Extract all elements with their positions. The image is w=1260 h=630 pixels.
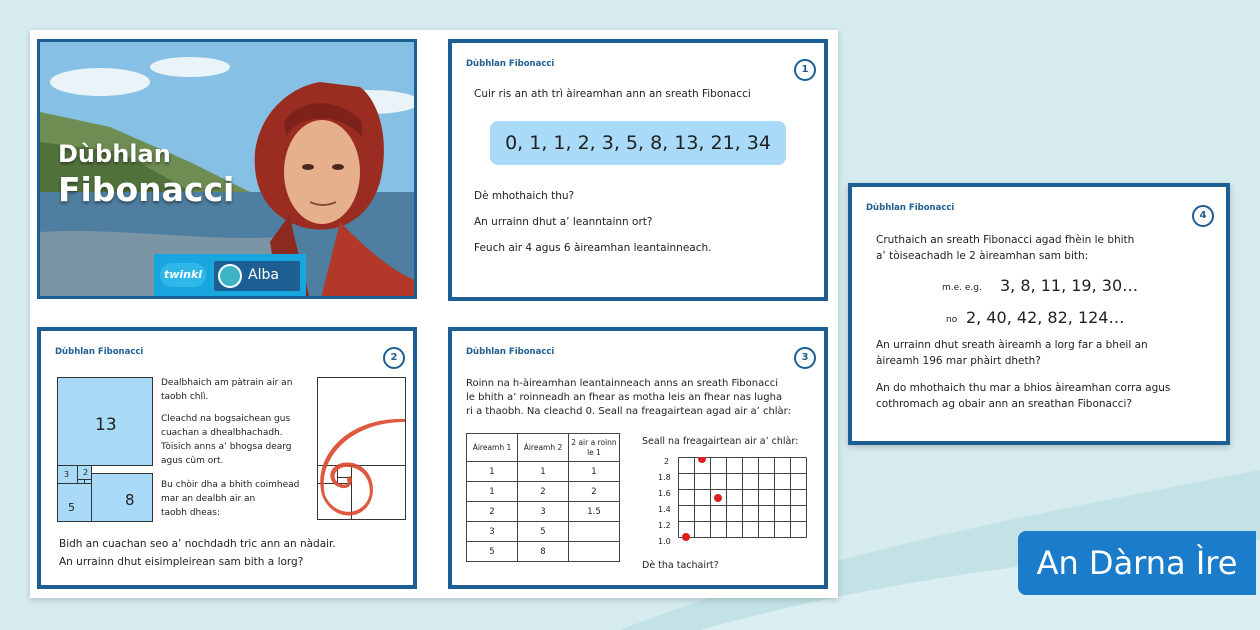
card4-text-3b: cothromach ag obair ann an sreathan Fibonacci? [876, 398, 1133, 410]
card4-text-2a: An urrainn dhut sreath àireamh a lorg far a bheil an [876, 339, 1148, 351]
table-header: Àireamh 2 [518, 434, 569, 462]
alba-wave-icon [218, 264, 242, 288]
card-number: 3 [794, 347, 816, 369]
or-sequence: 2, 40, 42, 82, 124… [966, 308, 1125, 327]
table-cell: 1 [467, 482, 518, 502]
card4-text-2b: àireamh 196 mar phàirt dheth? [876, 355, 1041, 367]
y-tick-label: 1.6 [658, 489, 671, 498]
card2-text-2c: Tòisich anns a’ bhogsa dearg [161, 442, 292, 452]
table-row [467, 482, 620, 502]
table-cell [569, 542, 620, 562]
alba-label: Alba [248, 267, 279, 283]
table-header: Àireamh 1 [467, 434, 518, 462]
table-cell: 1 [569, 462, 620, 482]
box-3-label: 3 [64, 470, 70, 479]
card-title: Dùbhlan Fibonacci [466, 347, 555, 357]
card3-question: Dè tha tachairt? [642, 560, 719, 571]
card3-intro-3: ri a thaobh. Na cleachd 0. Seall na freagairtean agad air a’ chlàr: [466, 406, 791, 417]
card-number: 2 [383, 347, 405, 369]
table-cell: 1 [518, 462, 569, 482]
card2-text-1a: Dealbhaich am pàtrain air an [161, 378, 293, 388]
card-title: Dùbhlan Fibonacci [866, 203, 955, 213]
table-cell: 5 [518, 522, 569, 542]
box-13-label: 13 [95, 415, 117, 435]
alba-logo [214, 261, 300, 291]
ratio-table [466, 433, 620, 562]
or-label: no [946, 315, 958, 325]
ratio-graph-grid [678, 457, 818, 541]
table-cell: 1.5 [569, 502, 620, 522]
table-header: 2 air a roinn le 1 [569, 434, 620, 462]
box-5-label: 5 [68, 501, 75, 514]
card2-text-1b: taobh chlì. [161, 392, 209, 402]
challenge-card-3 [448, 327, 828, 589]
box-8-label: 8 [125, 491, 135, 509]
card1-question-2: An urrainn dhut a’ leanntainn ort? [474, 216, 653, 228]
graph-title: Seall na freagairtean air a’ chlàr: [642, 436, 799, 447]
card4-text-1a: Cruthaich an sreath Fibonacci agad fhèin le bhith [876, 234, 1135, 246]
challenge-card-4 [848, 183, 1230, 445]
y-tick-label: 2 [664, 457, 670, 466]
plot-point [714, 494, 722, 502]
plot-point [682, 533, 690, 541]
table-cell: 2 [569, 482, 620, 502]
card1-question-1: Dè mhothaich thu? [474, 190, 575, 202]
card4-text-1b: a’ tòiseachadh le 2 àireamhan sam bith: [876, 250, 1089, 262]
table-cell: 3 [518, 502, 569, 522]
table-cell: 1 [467, 462, 518, 482]
table-cell [569, 522, 620, 542]
card1-question-3: Feuch air 4 agus 6 àireamhan leantainneach. [474, 242, 712, 254]
y-tick-label: 1.8 [658, 473, 671, 482]
card2-text-3c: taobh dheas: [161, 508, 221, 518]
plot-point [698, 457, 706, 463]
table-cell: 3 [467, 522, 518, 542]
activity-sheet [30, 30, 838, 598]
card-title: Dùbhlan Fibonacci [55, 347, 144, 357]
card2-bottom-1: Bidh an cuachan seo a’ nochdadh tric ann an nàdair. [59, 538, 336, 550]
table-row [467, 502, 620, 522]
y-tick-label: 1.2 [658, 521, 671, 530]
box-2-label: 2 [83, 468, 89, 477]
card2-text-3a: Bu chòir dha a bhith coimhead [161, 480, 300, 490]
card2-text-2b: cuachan a dhealbhachadh. [161, 428, 283, 438]
example-label: m.e. e.g. [942, 283, 982, 293]
cover-title-line2: Fibonacci [58, 170, 235, 209]
table-cell: 8 [518, 542, 569, 562]
card4-text-3a: An do mhothaich thu mar a bhios àireamhan corra agus [876, 382, 1171, 394]
brand-badge [154, 254, 306, 298]
table-row [467, 462, 620, 482]
fibonacci-sequence: 0, 1, 1, 2, 3, 5, 8, 13, 21, 34 [490, 121, 786, 165]
table-cell: 2 [518, 482, 569, 502]
card2-text-3b: mar an dealbh air an [161, 494, 256, 504]
card2-text-2d: agus cùm ort. [161, 456, 224, 466]
level-badge: An Dàrna Ìre [1018, 531, 1256, 595]
table-row [467, 542, 620, 562]
example-sequence: 3, 8, 11, 19, 30… [1000, 276, 1139, 295]
table-header-row [467, 434, 620, 462]
table-row [467, 522, 620, 542]
twinkl-logo: twinkl [160, 263, 206, 287]
card2-text-2a: Cleachd na bogsaichean gus [161, 414, 291, 424]
y-tick-label: 1.4 [658, 505, 671, 514]
card3-intro-1: Roinn na h-àireamhan leantainneach anns an sreath Fibonacci [466, 378, 779, 389]
challenge-card-2 [37, 327, 417, 589]
cover-card [37, 39, 417, 299]
card-number: 1 [794, 59, 816, 81]
challenge-card-1 [448, 39, 828, 301]
golden-spiral-diagram [317, 377, 407, 521]
table-cell: 2 [467, 502, 518, 522]
card-title: Dùbhlan Fibonacci [466, 59, 555, 69]
card2-bottom-2: An urrainn dhut eisimpleirean sam bith a lorg? [59, 556, 304, 568]
y-tick-label: 1.0 [658, 537, 671, 546]
card3-intro-2: le bhith a’ roinneadh an fhear as motha leis an fhear nas lugha [466, 392, 783, 403]
table-cell: 5 [467, 542, 518, 562]
card1-prompt: Cuir ris an ath trì àireamhan ann an sreath Fibonacci [474, 88, 751, 100]
card-number: 4 [1192, 205, 1214, 227]
cover-title-line1: Dùbhlan [58, 140, 171, 168]
